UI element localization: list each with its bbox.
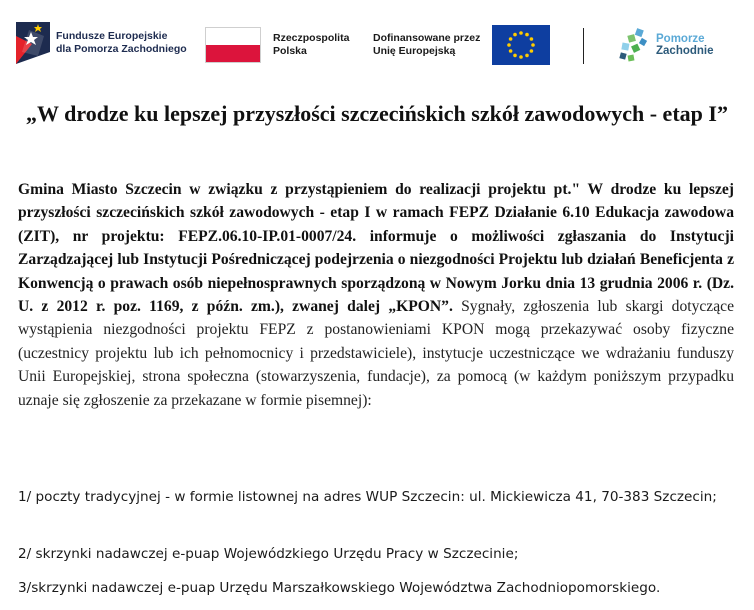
logo-separator xyxy=(583,28,584,64)
list-item: 1/ poczty tradycyjnej - w formie listownej na adres WUP Szczecin: ul. Mickiewicza 41, 70-383 Szczecin; xyxy=(18,489,717,505)
eu-flag-icon xyxy=(492,25,550,65)
rzeczpospolita-polska-text: Rzeczpospolita Polska xyxy=(273,32,350,57)
submission-info-text: Sygnały, zgłoszenia lub skargi dotyczące wystąpienia niezgodności projektu FEPZ z postanowieniami KPON mogą przekazywać osoby fizyczne (uczestnicy projektu lub ich pełnomocnicy i przedstawiciele), instytucje uczestniczące we wdrażaniu funduszy Unii Europejskiej, strona społeczna (stowarzyszenia, fundacje), za pomocą (w każdym poniższym przypadku uznaje się zgłoszenie za przekazane w formie pisemnej): xyxy=(18,298,734,409)
project-statement-bold: Gmina Miasto Szczecin w związku z przystąpieniem do realizacji projektu pt." W drodze ku lepszej przyszłości szczecińskich szkół zawodowych - etap I w ramach FEPZ Działanie 6.10 Edukacja zawodowa (ZIT), nr projektu: FEPZ.06.10-IP.01-0007/24. informuje o możliwości zgłaszania do Instytucji Zarządzającej lub Instytucji Pośredniczącej podejrzenia o niezgodności Projektu lub działań Beneficjenta z Konwencją o prawach osób niepełnosprawnych sporządzoną w Nowym Jorku dnia 13 grudnia 2006 r. (Dz. U. z 2012 r. poz. 1169, z późn. zm.), zwanej dalej „KPON”. xyxy=(18,181,734,316)
list-item: 2/ skrzynki nadawczej e-puap Wojewódzkiego Urzędu Pracy w Szczecinie; xyxy=(18,546,519,562)
pomorze-zachodnie-mark-icon xyxy=(616,25,654,65)
fundusze-europejskie-logo xyxy=(16,22,187,64)
fundusze-europejskie-mark-icon xyxy=(16,22,50,64)
page-title: „W drodze ku lepszej przyszłości szczecińskich szkół zawodowych - etap I” xyxy=(26,101,728,126)
logo-bar xyxy=(0,0,754,82)
pomorze-zachodnie-text: Pomorze Zachodnie xyxy=(656,33,714,57)
fundusze-europejskie-text: Fundusze Europejskie dla Pomorza Zachodniego xyxy=(56,30,187,55)
eu-cofinancing-logo xyxy=(373,24,550,66)
pomorze-zachodnie-logo xyxy=(616,24,714,66)
eu-cofinancing-text: Dofinansowane przez Unię Europejską xyxy=(373,32,481,57)
rzeczpospolita-polska-logo xyxy=(205,26,349,64)
polish-flag-icon xyxy=(205,27,261,63)
list-item: 3/skrzynki nadawczej e-puap Urzędu Marszałkowskiego Województwa Zachodniopomorskiego. xyxy=(18,580,661,596)
project-information-paragraph xyxy=(18,178,734,412)
